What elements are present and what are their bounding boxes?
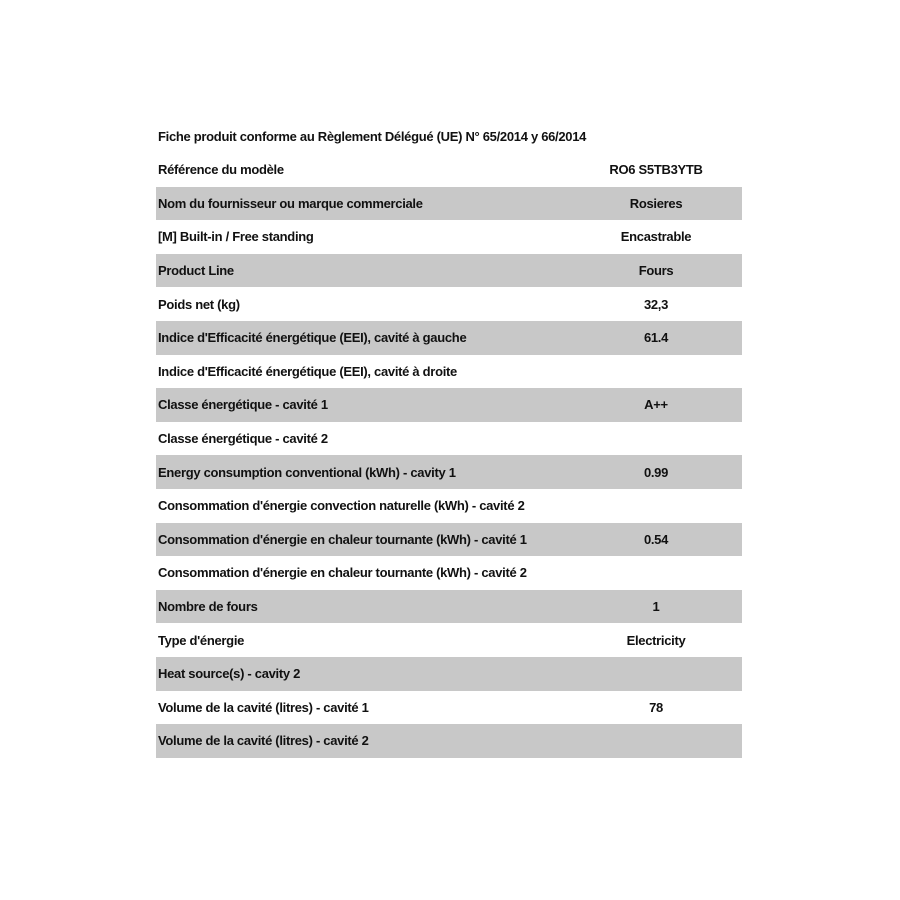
table-row <box>156 388 742 422</box>
table-row <box>156 489 742 523</box>
table-row <box>156 455 742 489</box>
row-value: 32,3 <box>643 296 669 312</box>
fiche-title: Fiche produit conforme au Règlement Délégué (UE) N° 65/2014 y 66/2014 <box>158 129 587 144</box>
row-label: Heat source(s) - cavity 2 <box>158 666 301 682</box>
row-label: Consommation d'énergie en chaleur tournante (kWh) - cavité 2 <box>158 565 527 581</box>
row-label: Nombre de fours <box>158 599 258 615</box>
fiche-rows <box>156 153 742 758</box>
row-value: 0.54 <box>643 531 669 547</box>
table-row <box>156 623 742 657</box>
table-row <box>156 691 742 725</box>
row-label: [M] Built-in / Free standing <box>158 229 314 245</box>
row-label: Indice d'Efficacité énergétique (EEI), cavité à gauche <box>158 330 467 346</box>
row-label: Consommation d'énergie convection naturelle (kWh) - cavité 2 <box>158 498 525 514</box>
table-row <box>156 287 742 321</box>
table-row <box>156 254 742 288</box>
table-row <box>156 657 742 691</box>
table-row <box>156 355 742 389</box>
row-label: Poids net (kg) <box>158 296 240 312</box>
row-label: Nom du fournisseur ou marque commerciale <box>158 195 423 211</box>
table-row <box>156 220 742 254</box>
row-label: Classe énergétique - cavité 2 <box>158 431 328 447</box>
row-label: Energy consumption conventional (kWh) - cavity 1 <box>158 464 456 480</box>
table-row <box>156 724 742 758</box>
table-row <box>156 422 742 456</box>
row-label: Consommation d'énergie en chaleur tournante (kWh) - cavité 1 <box>158 531 527 547</box>
row-value: 1 <box>652 599 660 615</box>
table-row <box>156 153 742 187</box>
row-label: Référence du modèle <box>158 162 284 178</box>
table-row <box>156 187 742 221</box>
row-value: RO6 S5TB3YTB <box>609 162 703 178</box>
row-label: Volume de la cavité (litres) - cavité 1 <box>158 699 369 715</box>
row-value: Fours <box>638 263 674 279</box>
row-value: 78 <box>649 699 663 715</box>
row-value: 0.99 <box>643 464 669 480</box>
table-row <box>156 590 742 624</box>
table-row <box>156 523 742 557</box>
row-label: Classe énergétique - cavité 1 <box>158 397 328 413</box>
row-value: 61.4 <box>643 330 669 346</box>
row-label: Product Line <box>158 263 234 279</box>
row-label: Volume de la cavité (litres) - cavité 2 <box>158 733 369 749</box>
row-label: Indice d'Efficacité énergétique (EEI), cavité à droite <box>158 363 457 379</box>
row-value: Encastrable <box>620 229 692 245</box>
row-value: A++ <box>644 397 668 413</box>
table-row <box>156 321 742 355</box>
table-row <box>156 556 742 590</box>
row-value: Rosieres <box>629 195 683 211</box>
row-label: Type d'énergie <box>158 632 245 648</box>
row-value: Electricity <box>626 632 686 648</box>
product-fiche-table <box>156 120 742 758</box>
